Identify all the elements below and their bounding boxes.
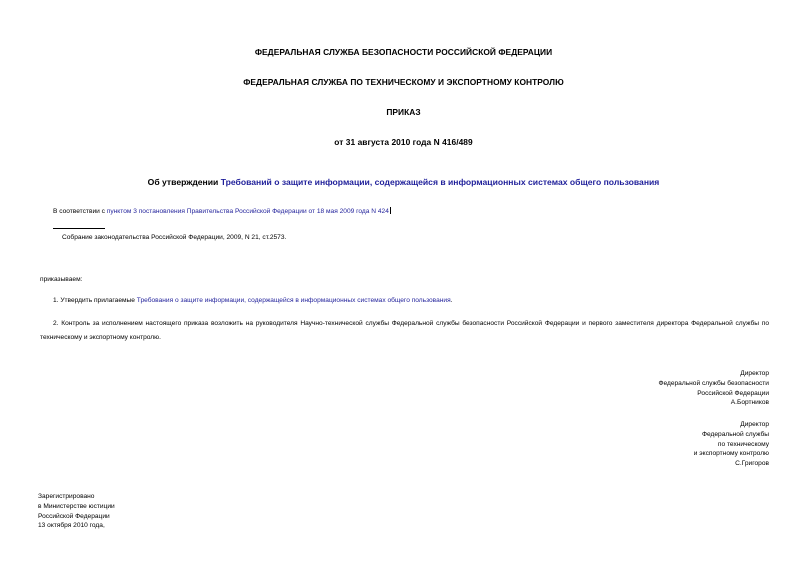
document-title-prefix: Об утверждении [147,177,221,187]
footnote-marker [390,207,391,214]
header-agency-fsb: ФЕДЕРАЛЬНАЯ СЛУЖБА БЕЗОПАСНОСТИ РОССИЙСКОЙ ФЕДЕРАЦИИ [254,47,553,57]
header-agency-fstek: ФЕДЕРАЛЬНАЯ СЛУЖБА ПО ТЕХНИЧЕСКОМУ И ЭКСПОРТНОМУ КОНТРОЛЮ [243,77,564,87]
signature-fstek-line: по техническому [717,440,769,448]
document-title-link[interactable]: Требований о защите информации, содержащейся в информационных системах общего пользования [220,177,660,187]
preamble-link[interactable]: пунктом 3 постановления Правительства Российской Федерации от 18 мая 2009 года N 424 [106,208,389,215]
document-type: ПРИКАЗ [386,107,421,117]
registration-date: 13 октября 2010 года, [38,522,105,530]
signature-fstek-line: Директор [740,421,769,428]
signature-fsb-line: Российской Федерации [697,389,769,397]
footnote-divider [53,228,105,229]
signature-block-fsb [658,369,769,408]
signature-fstek-line: Федеральной службы [701,430,769,438]
signature-fstek-name: С.Григоров [735,460,769,468]
signature-fsb-line: Федеральной службы безопасности [658,379,769,387]
signature-fsb-line: Директор [740,370,769,377]
order-item-1-link[interactable]: Требования о защите информации, содержащейся в информационных системах общего пользования [136,297,451,304]
signature-block-fstek [694,420,769,469]
footnote-text: Собрание законодательства Российской Федерации, 2009, N 21, ст.2573. [62,234,287,241]
registration-line: Российской Федерации [38,512,110,520]
order-word: приказываем: [40,276,83,283]
order-item-1-suffix: . [450,297,453,304]
signature-fstek-line: и экспортному контролю [693,450,769,458]
registration-line: Зарегистрировано [38,493,95,500]
order-item-1-prefix: 1. Утвердить прилагаемые [53,297,137,304]
document-title [0,177,807,187]
order-item-1 [53,295,453,306]
document-date-number: от 31 августа 2010 года N 416/489 [334,137,473,147]
registration-block [38,492,115,531]
preamble [53,206,391,217]
preamble-prefix: В соответствии с [53,208,107,215]
order-item-2: 2. Контроль за исполнением настоящего приказа возложить на руководителя Научно-технической службы Федеральной службы безопасности Российской Федерации и первого заместителя директора Федеральной службы по техническому и экспортному контролю. [40,320,769,341]
signature-fsb-name: А.Бортников [730,399,769,407]
registration-line: в Министерстве юстиции [38,502,115,510]
